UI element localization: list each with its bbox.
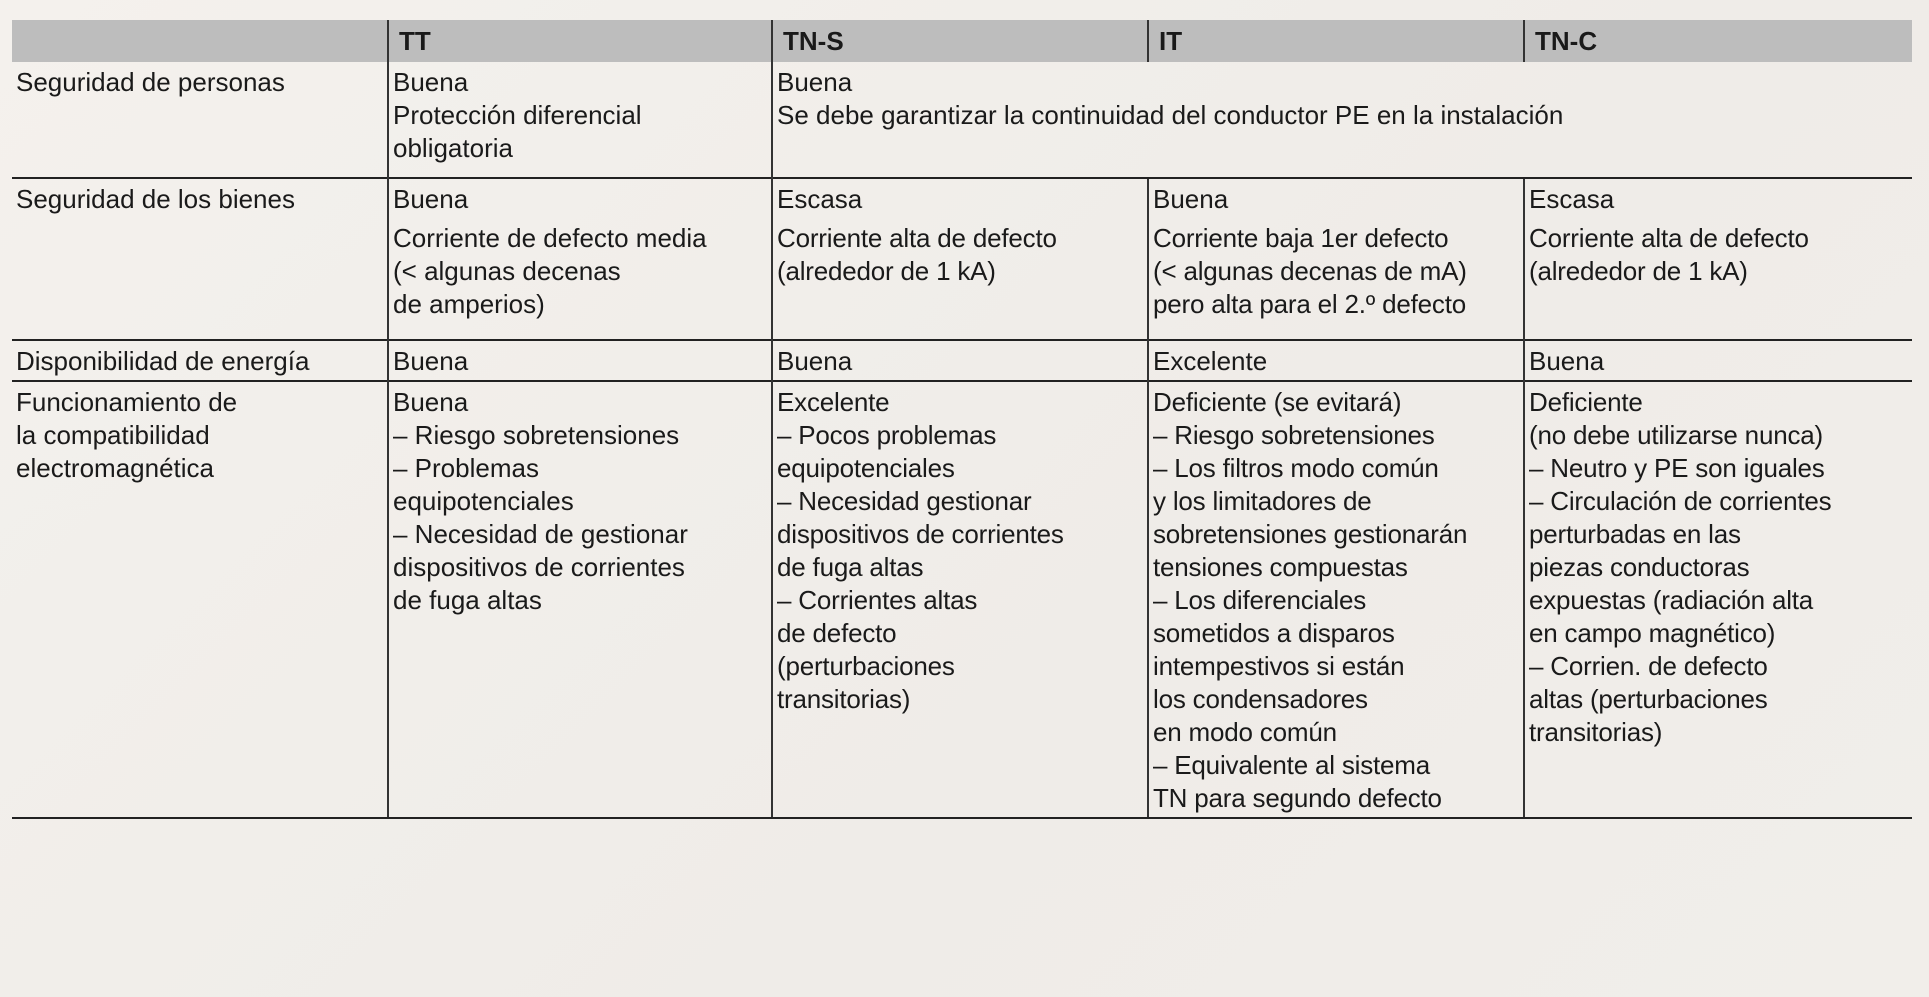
cell-tt: Buena Protección diferencial obligatoria bbox=[388, 62, 772, 178]
row-label: Seguridad de los bienes bbox=[12, 178, 388, 218]
header-tn-s: TN-S bbox=[772, 20, 1148, 62]
row-label: Seguridad de personas bbox=[16, 67, 285, 97]
cell-tn-c: Escasa bbox=[1524, 178, 1912, 218]
cell-tn-s: Corriente alta de defecto (alrededor de 1 kA) bbox=[772, 218, 1148, 340]
cell-tn-s: Buena bbox=[772, 340, 1148, 381]
row-disponibilidad-energia bbox=[12, 340, 1912, 381]
table-header-row bbox=[12, 20, 1912, 62]
cell-tt: Buena bbox=[388, 340, 772, 381]
cell-it: Excelente bbox=[1148, 340, 1524, 381]
cell-tt: Buena – Riesgo sobretensiones – Problemas equipotenciales – Necesidad de gestionar dispositivos de corrientes de fuga altas bbox=[388, 381, 772, 818]
cell-tn-c: Deficiente (no debe utilizarse nunca) – Neutro y PE son iguales – Circulación de corrientes perturbadas en las piezas conductoras expuestas (radiación alta en campo magnético) – Corrien. de defecto altas (perturbaciones transitorias) bbox=[1524, 381, 1912, 818]
header-tt: TT bbox=[388, 20, 772, 62]
cell-it: Corriente baja 1er defecto (< algunas decenas de mA) pero alta para el 2.º defecto bbox=[1148, 218, 1524, 340]
header-it: IT bbox=[1148, 20, 1524, 62]
row-seguridad-personas bbox=[12, 62, 1912, 178]
row-label: Funcionamiento de la compatibilidad electromagnética bbox=[12, 381, 388, 818]
cell-tn-s: Escasa bbox=[772, 178, 1148, 218]
row-label: Disponibilidad de energía bbox=[12, 340, 388, 381]
cell-tn-c: Buena bbox=[1524, 340, 1912, 381]
row-seguridad-bienes-detalle bbox=[12, 218, 1912, 340]
header-empty-cell bbox=[12, 20, 388, 62]
cell-it: Buena bbox=[1148, 178, 1524, 218]
cell-tn-s-it-tn-c: Buena Se debe garantizar la continuidad del conductor PE en la instalación bbox=[772, 62, 1912, 178]
cell-tt: Buena bbox=[388, 178, 772, 218]
row-compatibilidad-electromagnetica bbox=[12, 381, 1912, 818]
cell-tn-c: Corriente alta de defecto (alrededor de 1 kA) bbox=[1524, 218, 1912, 340]
grounding-systems-comparison-table bbox=[12, 20, 1912, 819]
row-seguridad-bienes bbox=[12, 178, 1912, 218]
cell-tt: Corriente de defecto media (< algunas decenas de amperios) bbox=[388, 218, 772, 340]
row-label bbox=[12, 218, 388, 340]
cell-it: Deficiente (se evitará) – Riesgo sobretensiones – Los filtros modo común y los limitadores de sobretensiones gestionarán tensiones compuestas – Los diferenciales sometidos a disparos intempestivos si están los condensadores en modo común – Equivalente al sistema TN para segundo defecto bbox=[1148, 381, 1524, 818]
cell-tn-s: Excelente – Pocos problemas equipotenciales – Necesidad gestionar dispositivos de corrientes de fuga altas – Corrientes altas de defecto (perturbaciones transitorias) bbox=[772, 381, 1148, 818]
header-tn-c: TN-C bbox=[1524, 20, 1912, 62]
